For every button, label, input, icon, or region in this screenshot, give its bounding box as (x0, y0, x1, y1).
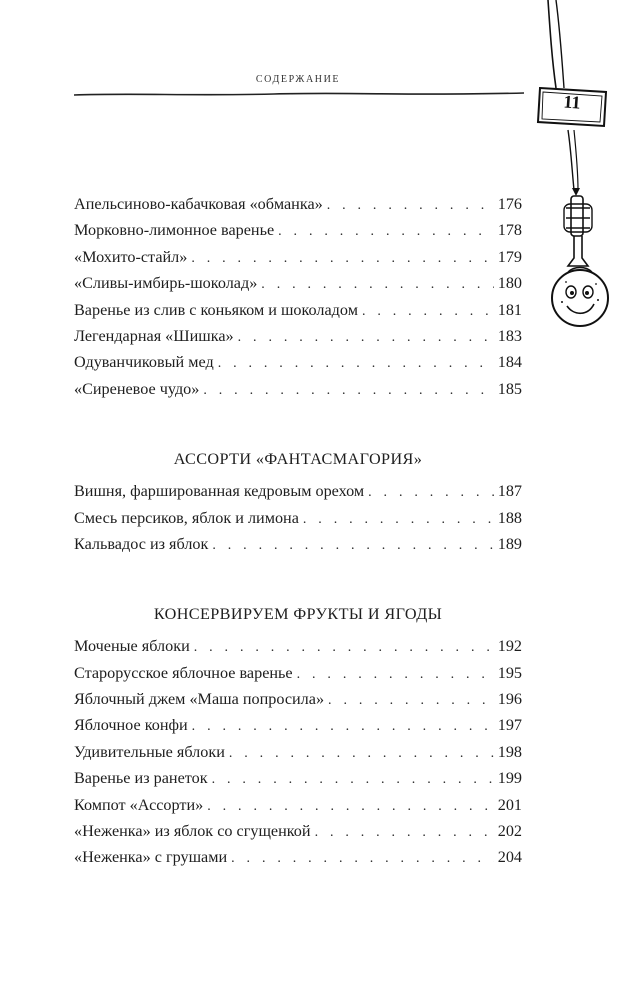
entry-page: 180 (497, 274, 522, 293)
entry-title: «Мохито-стайл» (74, 247, 188, 266)
entry-title: «Неженка» с грушами (74, 848, 228, 867)
toc-entry[interactable] (74, 535, 522, 561)
entry-title: Варенье из ранеток (74, 769, 208, 788)
toc-entry[interactable] (74, 274, 522, 300)
dot-leader (208, 772, 494, 788)
toc-entry[interactable] (74, 690, 522, 716)
toc-section (74, 605, 522, 875)
toc-entry[interactable] (74, 848, 522, 874)
entry-title: Морковно-лимонное варенье (74, 221, 275, 240)
dot-leader (203, 799, 493, 815)
entry-page: 204 (497, 848, 522, 867)
toc-entry[interactable] (74, 327, 522, 353)
dot-leader (257, 277, 493, 293)
page-number: 11 (562, 91, 582, 113)
dot-leader (324, 693, 494, 709)
dot-leader (274, 224, 494, 240)
entry-page: 188 (497, 508, 522, 527)
toc-section (74, 195, 522, 406)
entry-page: 187 (497, 482, 522, 501)
entry-page: 195 (497, 663, 522, 682)
dot-leader (234, 330, 494, 346)
dot-leader (214, 356, 494, 372)
dot-leader (190, 640, 494, 656)
toc-entry[interactable] (74, 380, 522, 406)
toc-entry[interactable] (74, 664, 522, 690)
entry-page: 179 (497, 247, 522, 266)
table-of-contents (74, 195, 522, 875)
entry-page: 197 (497, 716, 522, 735)
trumpet-orange-mascot-icon (538, 0, 618, 350)
toc-entry[interactable] (74, 248, 522, 274)
entry-title: Апельсиново-кабачковая «обманка» (74, 195, 323, 213)
entry-page: 178 (497, 221, 522, 240)
entry-page: 196 (497, 690, 522, 709)
entry-title: Компот «Ассорти» (74, 795, 204, 814)
toc-entry[interactable] (74, 796, 522, 822)
entry-page: 189 (497, 534, 522, 553)
toc-entry[interactable] (74, 822, 522, 848)
entry-title: Вишня, фаршированная кедровым орехом (74, 482, 365, 501)
section-title: АССОРТИ «ФАНТАСМАГОРИЯ» (173, 450, 423, 469)
toc-entry[interactable] (74, 716, 522, 742)
entry-title: Моченые яблоки (74, 637, 190, 656)
entry-title: Удивительные яблоки (74, 742, 225, 761)
toc-entry[interactable] (74, 301, 522, 327)
header-rule (74, 88, 524, 102)
entry-page: 183 (497, 326, 522, 345)
section-title: КОНСЕРВИРУЕМ ФРУКТЫ И ЯГОДЫ (153, 605, 443, 624)
dot-leader (364, 485, 494, 501)
entry-page: 181 (497, 300, 522, 319)
dot-leader (187, 251, 493, 267)
dot-leader (311, 825, 494, 841)
dot-leader (299, 512, 494, 528)
entry-page: 198 (497, 742, 522, 761)
entry-title: Яблочное конфи (74, 716, 188, 735)
dot-leader (293, 667, 494, 683)
entry-title: Яблочный джем «Маша попросила» (74, 690, 325, 709)
entry-title: Варенье из слив с коньяком и шоколадом (74, 300, 358, 319)
dot-leader (225, 746, 494, 762)
dot-leader (227, 851, 494, 867)
entry-page: 176 (497, 195, 522, 213)
toc-entry[interactable] (74, 743, 522, 769)
toc-entry[interactable] (74, 637, 522, 663)
entry-title: «Неженка» из яблок со сгущенкой (74, 822, 311, 841)
toc-entry[interactable] (74, 353, 522, 379)
entry-page: 184 (497, 353, 522, 372)
entry-title: Смесь персиков, яблок и лимона (74, 508, 299, 527)
toc-entry[interactable] (74, 769, 522, 795)
toc-section (74, 450, 522, 561)
dot-leader (199, 383, 493, 399)
toc-entry[interactable] (74, 509, 522, 535)
dot-leader (358, 304, 494, 320)
toc-entry[interactable] (74, 195, 522, 221)
running-head: СОДЕРЖАНИЕ (255, 74, 341, 85)
dot-leader (208, 538, 493, 554)
toc-entry[interactable] (74, 221, 522, 247)
entry-title: Старорусское яблочное варенье (74, 663, 293, 682)
entry-title: Легендарная «Шишка» (74, 326, 234, 345)
entry-page: 192 (497, 637, 522, 656)
dot-leader (188, 719, 494, 735)
entry-title: Кальвадос из яблок (74, 534, 209, 553)
entry-title: «Сиреневое чудо» (74, 379, 200, 398)
dot-leader (323, 198, 494, 214)
entry-title: «Сливы-имбирь-шоколад» (74, 274, 258, 293)
toc-entry[interactable] (74, 482, 522, 508)
entry-page: 201 (497, 795, 522, 814)
entry-page: 185 (497, 379, 522, 398)
entry-page: 199 (497, 769, 522, 788)
entry-page: 202 (497, 822, 522, 841)
entry-title: Одуванчиковый мед (74, 353, 214, 372)
